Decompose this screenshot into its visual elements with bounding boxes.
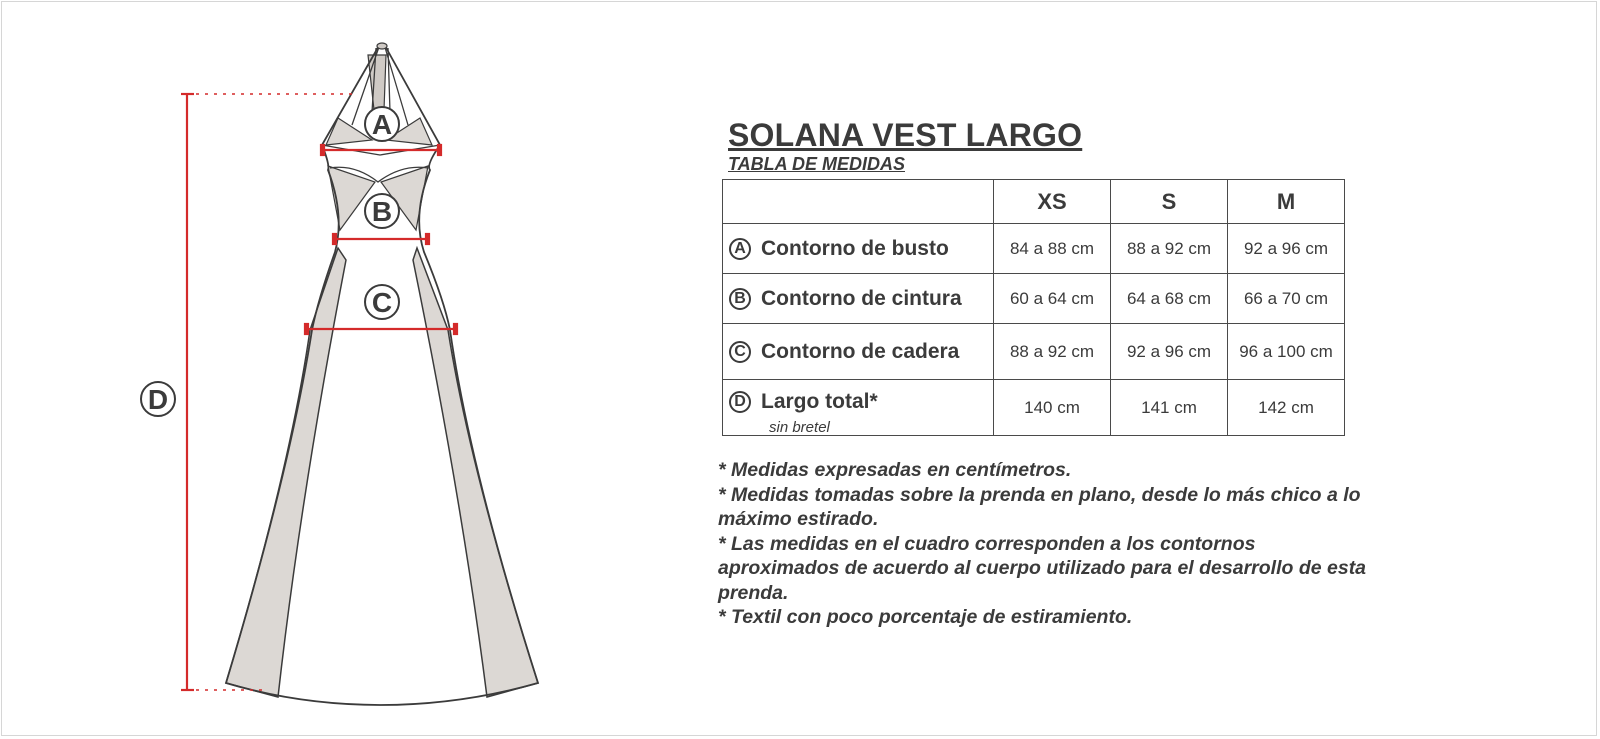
marker-a-label: A <box>371 109 393 140</box>
cell-value: 60 a 64 cm <box>994 274 1111 324</box>
dress-left-panel <box>226 248 346 697</box>
cell-value: 66 a 70 cm <box>1228 274 1345 324</box>
cell-value: 84 a 88 cm <box>994 224 1111 274</box>
cell-value: 88 a 92 cm <box>994 324 1111 380</box>
label-text: Contorno de cintura <box>761 286 962 310</box>
cell-value: 140 cm <box>994 380 1111 436</box>
row-label <box>723 274 994 324</box>
marker-b-badge: B <box>729 288 751 310</box>
marker-c-label: C <box>371 287 393 318</box>
cell-value: 88 a 92 cm <box>1111 224 1228 274</box>
dress-right-panel <box>413 248 538 697</box>
label-text: Contorno de cadera <box>761 339 960 363</box>
header-xs: XS <box>994 180 1111 224</box>
marker-c-badge: C <box>729 341 751 363</box>
marker-c <box>365 285 399 319</box>
marker-a <box>365 107 399 141</box>
header-s: S <box>1111 180 1228 224</box>
marker-d-badge: D <box>729 391 751 413</box>
note-item: * Medidas tomadas sobre la prenda en plano, desde lo más chico a lo máximo estirado. <box>718 483 1361 530</box>
table-row <box>723 380 1345 436</box>
table-row <box>723 274 1345 324</box>
label-sublabel: sin bretel <box>769 419 830 436</box>
document-subtitle: TABLA DE MEDIDAS <box>728 154 905 174</box>
cell-value: 92 a 96 cm <box>1228 224 1345 274</box>
cell-value: 64 a 68 cm <box>1111 274 1228 324</box>
halter-shade <box>368 55 386 110</box>
cell-value: 142 cm <box>1228 380 1345 436</box>
size-table <box>722 179 1345 436</box>
document-title: SOLANA VEST LARGO <box>728 117 1083 153</box>
marker-a-badge: A <box>729 238 751 260</box>
note-item: * Medidas expresadas en centímetros. <box>718 459 1072 481</box>
note-item: * Textil con poco porcentaje de estiramiento. <box>718 606 1133 628</box>
cell-value: 96 a 100 cm <box>1228 324 1345 380</box>
cell-value: 92 a 96 cm <box>1111 324 1228 380</box>
notes <box>718 458 1378 630</box>
marker-b <box>365 194 399 228</box>
marker-b-label: B <box>371 196 393 227</box>
marker-d-label: D <box>147 384 169 415</box>
row-label <box>723 324 994 380</box>
header-empty <box>723 180 994 224</box>
header-m: M <box>1228 180 1345 224</box>
row-label <box>723 224 994 274</box>
label-text: Contorno de busto <box>761 236 949 260</box>
table-row <box>723 224 1345 274</box>
table-row <box>723 324 1345 380</box>
table-header-row <box>723 180 1345 224</box>
note-item: * Las medidas en el cuadro corresponden a los contornos aproximados de acuerdo al cuerpo utilizado para el desarrollo de esta prenda. <box>718 532 1367 604</box>
cell-value: 141 cm <box>1111 380 1228 436</box>
marker-d <box>141 382 175 416</box>
row-label <box>723 380 994 436</box>
label-text: Largo total* <box>761 390 878 413</box>
